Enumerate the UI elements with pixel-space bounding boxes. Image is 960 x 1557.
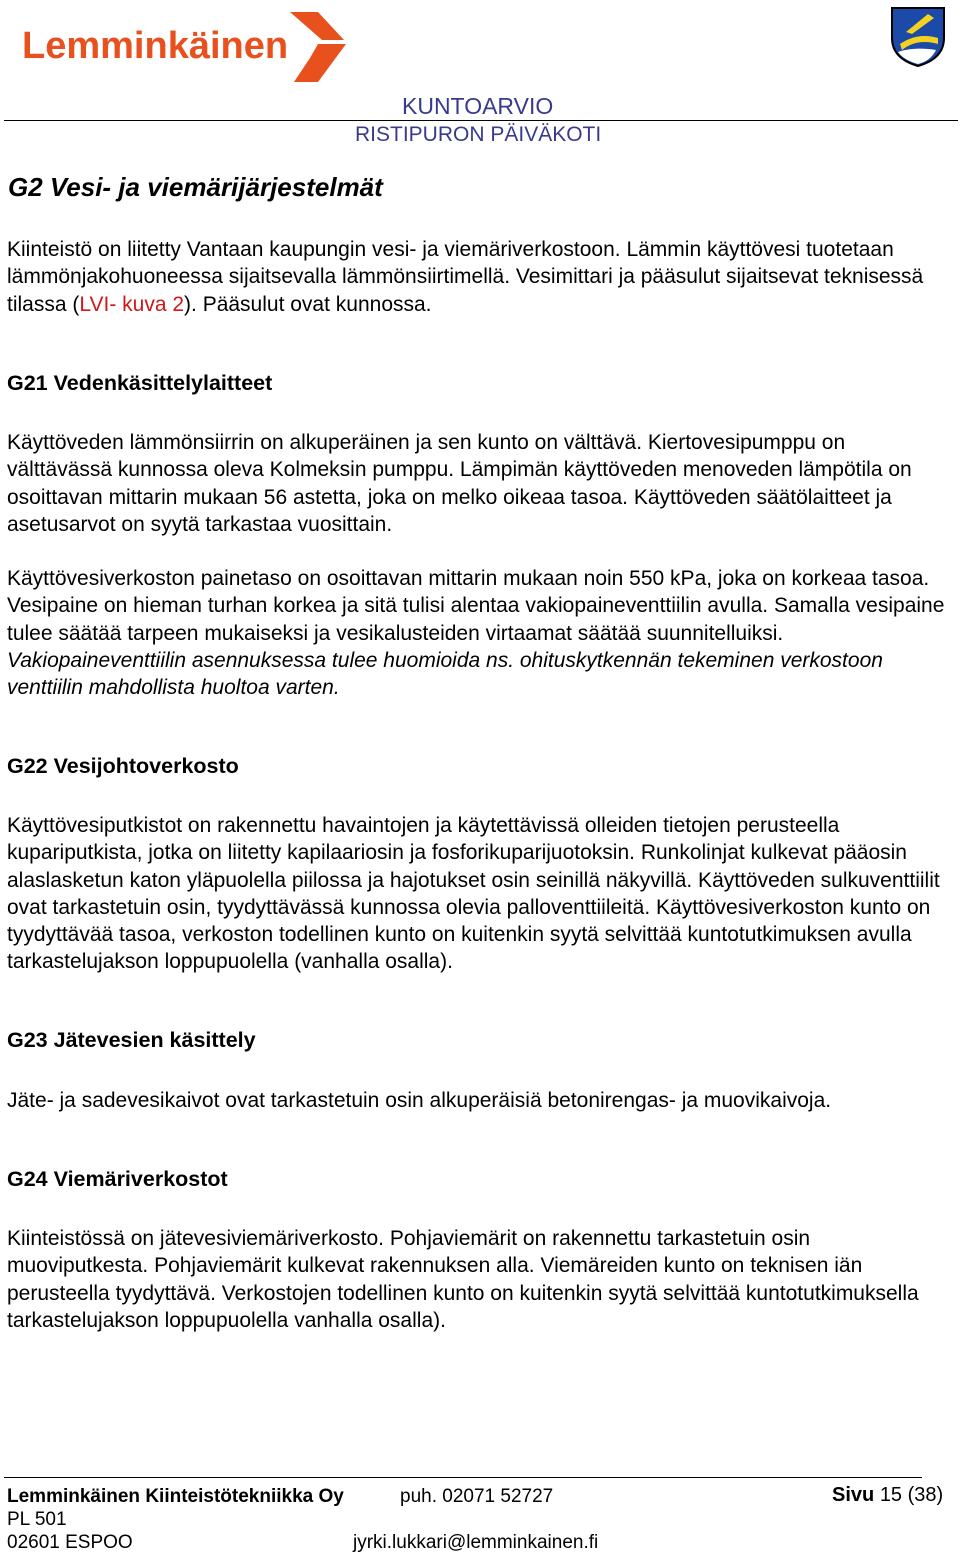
page-current: 15 bbox=[879, 1484, 903, 1506]
section-title: G2 Vesi- ja viemärijärjestelmät bbox=[8, 172, 383, 202]
g24-heading: G24 Viemäriverkostot bbox=[7, 1167, 228, 1191]
footer-email[interactable]: jyrki.lukkari@lemminkainen.fi bbox=[353, 1532, 599, 1553]
g21-paragraph-2-text: Käyttövesiverkoston painetaso on osoittavan mittarin mukaan noin 550 kPa, joka on korkeaa tasoa. Vesipaine on hieman turhan korkea ja sitä tulisi alentaa vakiopaineventtiilin avulla. Samalla vesipaine tulee säätää tarpeen mukaiseksi ja vesikalusteiden virtaamat säätää suunnitelluiksi. bbox=[7, 567, 945, 645]
document-subtitle: RISTIPURON PÄIVÄKOTI bbox=[355, 123, 602, 146]
g21-paragraph-2-italic: Vakiopaineventtiilin asennuksessa tulee huomioida ns. ohituskytkennän tekeminen verkostoon venttiilin mahdollista huoltoa varten. bbox=[7, 648, 883, 700]
footer-company: Lemminkäinen Kiinteistötekniikka Oy bbox=[7, 1486, 344, 1507]
footer-po-box: PL 501 bbox=[7, 1509, 67, 1530]
g23-heading: G23 Jätevesien käsittely bbox=[7, 1028, 256, 1052]
g21-paragraph-2 bbox=[7, 565, 952, 701]
intro-text-after: ). Pääsulut ovat kunnossa. bbox=[184, 292, 432, 316]
intro-paragraph bbox=[7, 236, 952, 318]
g22-paragraph-1: Käyttövesiputkistot on rakennettu havaintojen ja käytettävissä olleiden tietojen perusteella kupariputkista, jotka on liitetty kapilaariosin ja fosforikuparijuotoksin. Runkolinjat kulkevat pääosin alaslasketun katon yläpuolella piilossa ja hajotukset osin seinillä näkyvillä. Käyttöveden sulkuventtiilit ovat tarkastetuin osin, tyydyttävässä kunnossa olevia palloventtiileitä. Käyttövesiverkoston kunto on tyydyttävää tasoa, verkoston todellinen kunto on kuitenkin syytä selvittää kuntotutkimuksen avulla tarkastelujakson loppupuolella (vanhalla osalla). bbox=[7, 814, 940, 974]
footer-phone: puh. 02071 52727 bbox=[400, 1486, 554, 1507]
page-total: (38) bbox=[907, 1484, 944, 1506]
lvi-figure-link[interactable]: LVI- kuva 2 bbox=[79, 292, 185, 316]
g21-paragraph-1: Käyttöveden lämmönsiirrin on alkuperäinen ja sen kunto on välttävä. Kiertovesipumppu on välttävässä kunnossa oleva Kolmeksin pumppu. Lämpimän käyttöveden menoveden lämpötila on osoittavan mittarin mukaan 56 astetta, joka on melko oikeaa tasoa. Käyttöveden säätölaitteet ja asetusarvot on syytä tarkastaa vuosittain. bbox=[7, 431, 912, 536]
footer-page-number bbox=[832, 1484, 943, 1507]
g22-heading: G22 Vesijohtoverkosto bbox=[7, 754, 239, 778]
lemminkainen-logo bbox=[22, 8, 352, 86]
document-title: KUNTOARVIO bbox=[402, 93, 554, 119]
municipal-crest-icon bbox=[888, 4, 948, 68]
footer-divider bbox=[4, 1477, 922, 1478]
g21-heading: G21 Vedenkäsittelylaitteet bbox=[7, 371, 273, 395]
footer-postal: 02601 ESPOO bbox=[7, 1532, 133, 1553]
g24-paragraph-1: Kiinteistössä on jätevesiviemäriverkosto. Pohjaviemärit on rakennettu tarkastetuin osin muoviputkesta. Pohjaviemärit kulkevat rakennuksen alla. Viemäreiden kunto on teknisen iän perusteella tyydyttävä. Verkostojen todellinen kunto on kuitenkin syytä selvittää kuntotutkimuksella tarkastelujakson loppupuolella vanhalla osalla). bbox=[7, 1227, 919, 1332]
logo-text: Lemminkäinen bbox=[22, 25, 289, 67]
g23-paragraph-1: Jäte- ja sadevesikaivot ovat tarkastetuin osin alkuperäisiä betonirengas- ja muovikaivoja. bbox=[7, 1089, 832, 1112]
page-label: Sivu bbox=[832, 1484, 875, 1506]
logo-flame-icon bbox=[290, 12, 346, 82]
header-divider bbox=[4, 120, 958, 121]
intro-text-before: Kiinteistö on liitetty Vantaan kaupungin vesi- ja viemäriverkostoon. Lämmin käyttövesi tuotetaan lämmönjakohuoneessa sijaitsevalla lämmönsiirtimellä. Vesimittari ja pääsulut sijaitsevat teknisessä tilassa ( bbox=[7, 238, 924, 316]
